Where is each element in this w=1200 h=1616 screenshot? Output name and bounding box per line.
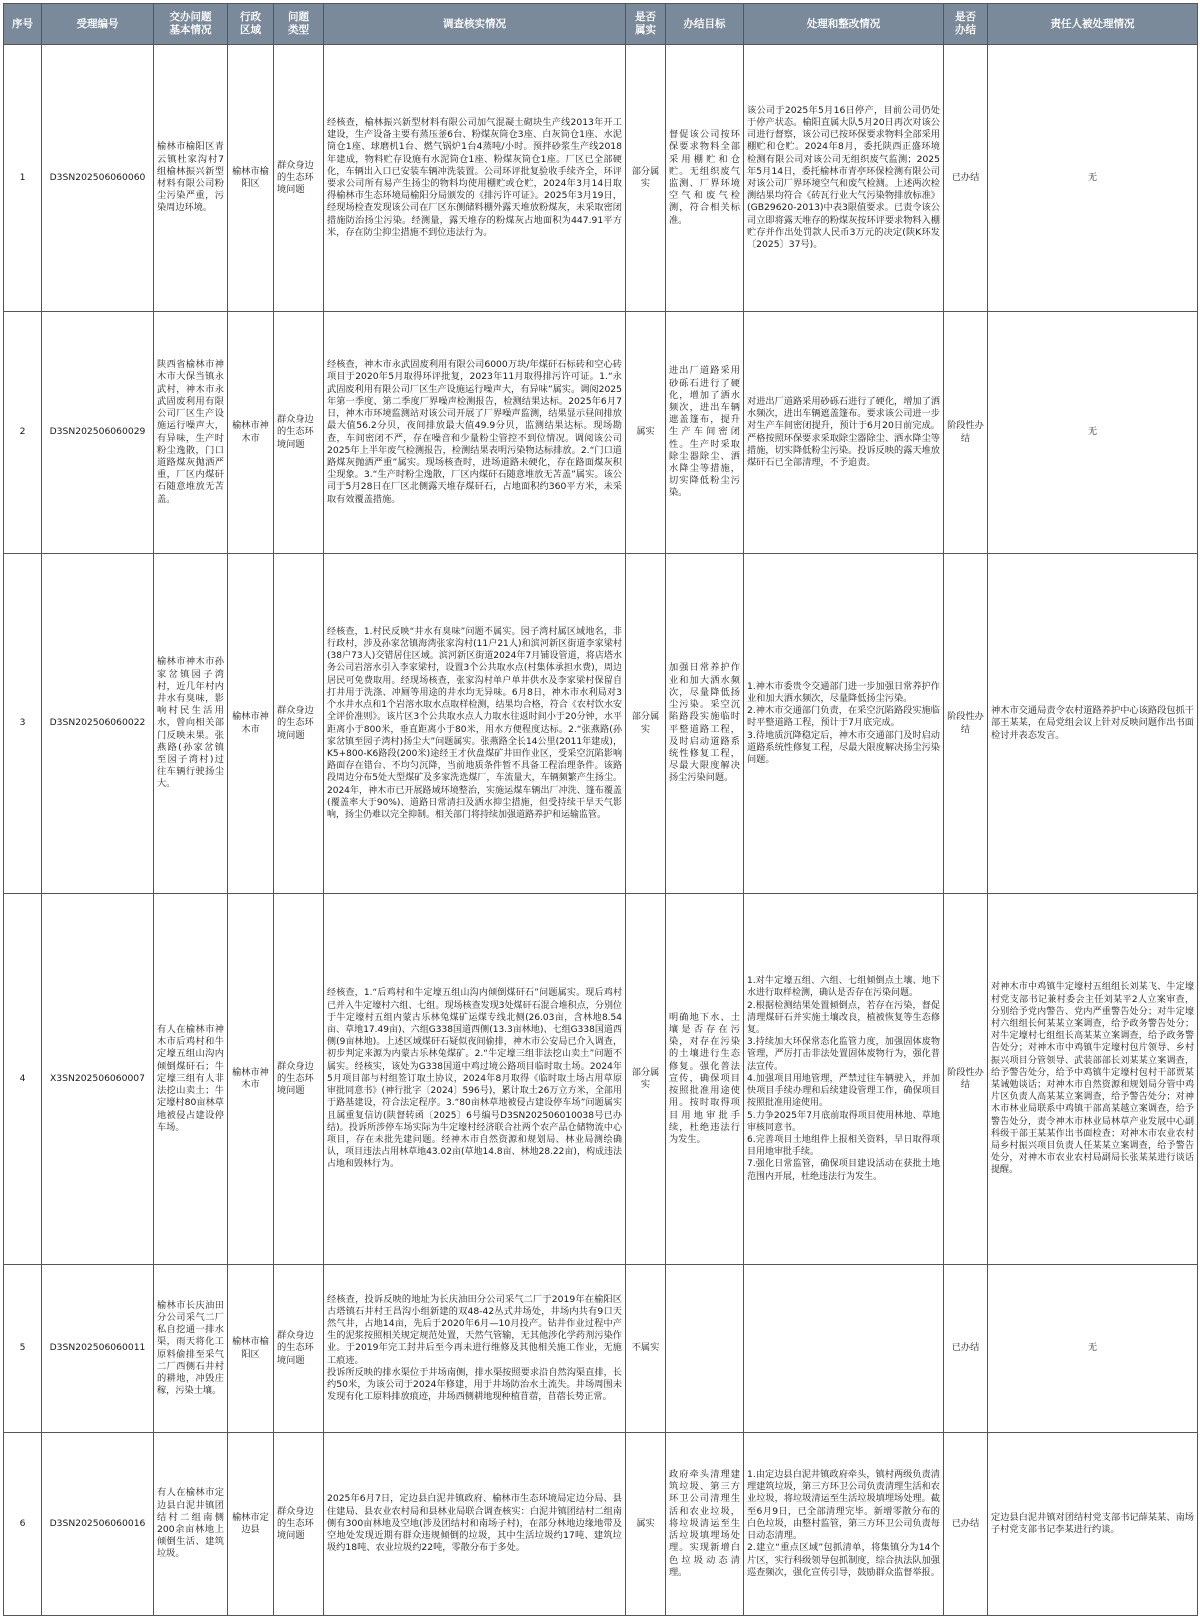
cell-type: 群众身边的生态环境问题	[274, 312, 324, 554]
cell-code: D3SN202506060011	[42, 1265, 154, 1433]
cell-issue: 有人在榆林市神木市后鸡村和牛定壕五组山沟内倾倒煤矸石；牛定壕三组有人非法挖山卖土；牛定壕村80亩林草地被侵占建设停车场。	[154, 894, 228, 1265]
cell-goal: 进出厂道路采用砂砾石进行了硬化，增加了洒水频次，进出车辆遮盖篷布，提升生产车间密闭性。生产时采取除尘器除尘、洒水降尘等措施，切实降低粉尘污染。	[666, 312, 744, 554]
cell-investigation: 经核查，榆林振兴新型材料有限公司加气混凝土砌块生产线2013年开工建设，生产设备主要有蒸压釜6台、粉煤灰筒仓3座、白灰筒仓1座、水泥筒仓1座、球磨机1台、燃气锅炉1台4蒸吨/小时。预拌砂浆生产线2018年建成，物料贮存设施有水泥筒仓1座、粉煤灰筒仓1座。厂区已全部硬化，车辆出入口已安装车辆冲洗装置。公司环评批复验收手续齐全，环评要求公司所有易产生扬尘的物料均使用棚贮或仓贮，2024年3月14日取得榆林市生态环境局榆阳分局颁发的《排污许可证》。2025年3月19日，经现场检查发现该公司在厂区东侧储料棚外露天堆放粉煤灰，未采取密闭措施防治扬尘污染。经测量，露天堆存的粉煤灰占地面积为447.91平方米，存在防尘抑尘措施不到位违法行为。	[324, 45, 626, 312]
header-verified: 是否 属实	[626, 4, 666, 45]
header-issue: 交办问题 基本情况	[154, 4, 228, 45]
header-type: 问题 类型	[274, 4, 324, 45]
cell-accountability: 对神木市中鸡镇牛定壕村五组组长刘某飞、牛定壕村党支部书记兼村委会主任刘某平2人立案审查，分别给予党内警告、党内严重警告处分；对牛定壕村六组组长何某某立案调查，给予政务警告处分；对牛定壕村七组组长高某某立案调查，给予政务警告处分；对神木市中鸡镇牛定壕村包片领导、乡村振兴项目分管领导、武装部部长刘某某立案调查，给予警告处分，给予中鸡镇牛定壕村包村干部贾某某诫勉谈话；对神木市自然资源和规划局分管中鸡片区负责人高某某立案调查，给予警告处分；对神木市林业局联系中鸡镇干部高某越立案调查，给予警告处分，责令神木市林业局林草产业发展中心副科级干部王某某作出书面检查；对神木市农业农村局乡村振兴项目负责人任某某立案调查，给予警告处分，对神木市农业农村局副局长张某某进行谈话提醒。	[988, 894, 1198, 1265]
cell-investigation: 经核查，神木市永武固废利用有限公司6000万块/年煤矸石标砖和空心砖项目于2020年5月取得环评批复，2023年11月取得排污许可证。1.“永武固废利用有限公司厂区生产设施运行噪声大，有异味”属实。调阅2025年第一季度、第二季度厂界噪声检测报告，检测结果达标。2025年6月7日，神木市环境监测站对该公司开展了厂界噪声监测，结果显示昼间排放最大值56.2分贝，夜间排放最大值49.9分贝，监测结果达标。现场勘查，车间密闭不严，存在噪音和少量粉尘管控不到位情况。调阅该公司2025年上半年废气检测报告，检测结果表明污染物达标排放。2.“门口道路煤灰抛洒严重”属实。现场核查时，进场道路未硬化，存在路面煤灰积尘现象。3.“生产时粉尘逸散，厂区内煤矸石随意堆放无苫盖”属实。该公司于5月28日在厂区北侧露天堆存煤矸石，占地面积约360平方米，未采取有效覆盖措施。	[324, 312, 626, 554]
table-row	[4, 1433, 1198, 1616]
cell-seq: 4	[4, 894, 42, 1265]
header-code: 受理编号	[42, 4, 154, 45]
report-table	[3, 3, 1198, 1616]
cell-goal	[666, 1265, 744, 1433]
cell-type: 群众身边的生态环境问题	[274, 45, 324, 312]
cell-type: 群众身边的生态环境问题	[274, 1265, 324, 1433]
cell-type: 群众身边的生态环境问题	[274, 554, 324, 894]
cell-district: 榆林市神木市	[228, 312, 274, 554]
cell-handling: 1.神木市委贵令交通部门进一步加强日常养护作业和加大洒水频次，尽量降低扬尘污染。 2.神木市交通部门负责，在采空沉陷路段实施临时平整道路工程，预计于7月底完成。 3.待地质沉降稳定后，神木市交通部门及时启动道路系统性修复工程，尽最大限度解决扬尘污染问题。	[744, 554, 944, 894]
table-row	[4, 554, 1198, 894]
cell-handling: 对进出厂道路采用砂砾石进行了硬化，增加了洒水频次，进出车辆遮盖篷布。要求该公司进一步对生产车间密闭提升，预计于6月20日前完成。严格按照环保要求采取除尘器除尘、洒水降尘等措施，切实降低粉尘污染。投诉反映的露天堆放煤矸石已全部清理，不予追责。	[744, 312, 944, 554]
header-handling: 处理和整改情况	[744, 4, 944, 45]
cell-type: 群众身边的生态环境问题	[274, 894, 324, 1265]
report-sheet	[3, 3, 1197, 1616]
cell-handling: 该公司于2025年5月16日停产，目前公司仍处于停产状态。榆阳直属大队5月20日再次对该公司进行督察，该公司已按环保要求物料全部采用棚贮和仓贮。2024年8月，委托陕西正盛环境检测有限公司对该公司无组织废气监测；2025年5月14日，委托榆林市青亭环保检测有限公司对该公司厂界环境空气和废气检测。上述两次检测结果均符合《砖瓦行业大气污染物排放标准》(GB29620-2013)中表3限值要求。已责令该公司立即将露天堆存的粉煤灰按环评要求物料入棚贮存并作出处罚款人民币3万元的决定(陕K环发〔2025〕37号)。	[744, 45, 944, 312]
cell-verified: 部分属实	[626, 45, 666, 312]
cell-accountability: 神木市交通局责令农村道路养护中心该路段包抓干部王某某，在局党组会议上针对反映问题作出书面检讨并表态发言。	[988, 554, 1198, 894]
cell-investigation: 经核查，投诉反映的地址为长庆油田分公司采气二厂于2019年在榆阳区古塔镇石井村王昌沟小组新建的双48-42丛式井场处，井场内共有9口天然气井，占地14亩，先后于2020年6月—10月投产。钻井作业过程中产生的泥浆按照相关规定规范处置，天然气管输，无其他涉化学药剂污染作业。于2019年完工封井后至今再未进行维修及其他相关施工作业，无施工痕迹。 投诉所反映的排水渠位于井场南侧，排水渠按照要求沿自然沟渠直排，长约50米，为该公司于2024年修建，用于井场防治水土流失。井场周围未发现有化工原料排放痕迹，井场西侧耕地现种植苜蓿，苜蓿长势正常。	[324, 1265, 626, 1433]
cell-closed: 阶段性办结	[944, 554, 988, 894]
cell-handling	[744, 1265, 944, 1433]
cell-seq: 6	[4, 1433, 42, 1616]
cell-closed: 已办结	[944, 1265, 988, 1433]
header-investigation: 调查核实情况	[324, 4, 626, 45]
cell-closed: 阶段性办结	[944, 894, 988, 1265]
cell-accountability: 无	[988, 1265, 1198, 1433]
cell-verified: 部分属实	[626, 554, 666, 894]
header-goal: 办结目标	[666, 4, 744, 45]
table-row	[4, 894, 1198, 1265]
header-accountability: 责任人被处理情况	[988, 4, 1198, 45]
table-row	[4, 312, 1198, 554]
cell-issue: 榆林市神木市孙家岔镇园子湾村，近几年村内井水有臭味，影响村民生活用水，曾向相关部门反映未果。张燕路(孙家岔镇至园子湾村)过往车辆行驶扬尘大。	[154, 554, 228, 894]
cell-district: 榆林市神木市	[228, 554, 274, 894]
cell-code: D3SN202506060060	[42, 45, 154, 312]
cell-verified: 属实	[626, 1433, 666, 1616]
cell-investigation: 经核查，1.村民反映“井水有臭味”问题不属实。园子湾村属区域地名，非行政村，涉及孙家岔镇海湾张家沟村(11户21人)和滨河新区街道李家梁村(38户73人)交错居住区域。滨河新区街道2024年7月铺设管道，将店塔水务公司岩溶水引入李家梁村，设置3个公共取水点(村集体承担水费)，周边居民可免费取用。经现场核查，张家沟村单户单井供水及李家梁村保留自打井用于洗涤、冲厕等用途的井水均无异味。6月8日，神木市水利局对3个水井水点和1个岩溶水取水点取样检测，结果均合格，符合《农村饮水安全评价准则》。该片区3个公共取水点人力取水往返时间小于20分钟，水平距离小于800米，垂直距离小于80米，用水方便程度达标。2.“张燕路(孙家岔镇至园子湾村)扬尘大”问题属实。张燕路全长14公里(2011年建成)，K5+800-K6路段(200米)途经王才伙盘煤矿井田作业区，受采空沉陷影响路面存在错台、不均匀沉降，当前地质条件暂不具备工程治理条件。该路段周边分布5处大型煤矿及多家洗选煤厂，车流量大，车辆频繁产生扬尘。2024年，神木市已开展路域环境整治，实施运煤车辆出厂冲洗、篷布覆盖(覆盖率大于90%)、道路日常清扫及洒水抑尘措施，但受持续干旱天气影响，扬尘仍难以完全抑制。相关部门将持续加强道路养护和运输监管。	[324, 554, 626, 894]
cell-issue: 陕西省榆林市神木市大保当镇永武村，神木市永武固废利用有限公司厂区生产设施运行噪声大，有异味，生产时粉尘逸散，门口道路煤灰抛洒严重，厂区内煤矸石随意堆放无苫盖。	[154, 312, 228, 554]
cell-closed: 已办结	[944, 45, 988, 312]
table-row	[4, 1265, 1198, 1433]
cell-accountability: 定边县白泥井镇对团结村党支部书记薛某某、南场子村党支部书记李某进行约谈。	[988, 1433, 1198, 1616]
cell-closed: 已办结	[944, 1433, 988, 1616]
cell-goal: 督促该公司按环保要求物料全部采用棚贮和仓贮。无组织废气监测、厂界环境空气和废气检测，符合相关标准。	[666, 45, 744, 312]
cell-accountability: 无	[988, 45, 1198, 312]
cell-issue: 榆林市榆阳区青云镇杜家沟村7组榆林振兴新型材料有限公司粉尘污染严重，污染周边环境。	[154, 45, 228, 312]
cell-goal: 政府牵头清理建筑垃圾、第三方环卫公司清理生活和农业垃圾，将垃圾清运至生活垃圾填埋场处理。实现新增白色垃圾动态清理。	[666, 1433, 744, 1616]
header-row	[4, 4, 1198, 45]
cell-investigation: 经核查，1.“后鸡村和牛定壕五组山沟内倾倒煤矸石”问题属实。现后鸡村已并入牛定壕村六组、七组。现场核查发现3处煤矸石混合堆积点，分别位于牛定壕村五组内蒙古乐林兔煤矿运煤专线北侧(26.03亩，含林地8.54亩、草地17.49亩)、六组G338国道西侧(13.3亩林地)、七组G338国道西侧(9亩林地)。上述区域煤矸石疑似夜间偷排，神木市公安局已介入调查，初步判定来源为内蒙古乐林兔煤矿。2.“牛定壕三组非法挖山卖土”问题不属实。经核实，该处为G338国道中鸡过境公路项目临时取土场。2024年5月项目部与村组签订取土协议，2024年8月取得《临时取土场占用草原审批同意书》(神行批字〔2024〕596号)，累计取土26万立方米，全部用于路基建设，符合法定程序。3.“80亩林草地被侵占建设停车场”问题属实且属重复信访(陕督转函〔2025〕6号编号D3SN202506010038号已办结)。投诉所涉停车场实际为牛定壕村经济联合社两个农产品仓储物流中心项目，存在未批先建问题。经神木市自然资源和规划局、林业局测绘确认，项目违法占用林草地43.02亩(草地14.8亩、林地28.22亩)，构成违法占地和毁林行为。	[324, 894, 626, 1265]
cell-goal: 加强日常养护作业和加大洒水频次，尽量降低扬尘污染。采空沉陷路段实施临时平整道路工程，及时启动道路系统性修复工程，尽最大限度解决扬尘污染问题。	[666, 554, 744, 894]
cell-seq: 5	[4, 1265, 42, 1433]
cell-goal: 明确地下水、土壤是否存在污染，对存在污染的土壤进行生态修复。强化普法宣传，确保项目按照批准用途使用。按时取得项目用地审批手续，杜绝违法行为发生。	[666, 894, 744, 1265]
cell-code: X3SN202506060007	[42, 894, 154, 1265]
cell-verified: 不属实	[626, 1265, 666, 1433]
cell-district: 榆林市定边县	[228, 1433, 274, 1616]
cell-handling: 1.由定边县白泥井镇政府牵头，镇村两级负责清理建筑垃圾，第三方环卫公司负责清理生活和农业垃圾，将垃圾清运至生活垃圾填埋场处理。截至6月9日，已全部清理完毕。新增零散分布的白色垃圾，由整村监管，第三方环卫公司负责每日动态清理。 2.建立“重点区域”包抓清单，将集镇分为14个片区，实行科级领导包抓制度，综合执法队加强巡查频次，强化宣传引导，鼓励群众监督举报。	[744, 1433, 944, 1616]
cell-district: 榆林市榆阳区	[228, 45, 274, 312]
cell-issue: 有人在榆林市定边县白泥井镇团结村二组南侧200余亩林地上倾倒生活、建筑垃圾。	[154, 1433, 228, 1616]
header-district: 行政 区域	[228, 4, 274, 45]
cell-seq: 3	[4, 554, 42, 894]
cell-accountability: 无	[988, 312, 1198, 554]
header-closed: 是否 办结	[944, 4, 988, 45]
cell-investigation: 2025年6月7日，定边县白泥井镇政府、榆林市生态环境局定边分局、县住建局、县农业农村局和县林业局联合调查核实：白泥井镇团结村二组南侧有300亩林地及空地(涉及团结村和南场子村)，在部分林地边缘地带及空地处发现近期有群众违规倾倒的垃圾，其中生活垃圾约17吨、建筑垃圾约18吨、农业垃圾约22吨，零散分布于多处。	[324, 1433, 626, 1616]
cell-code: D3SN202506060016	[42, 1433, 154, 1616]
cell-handling: 1.对牛定壕五组、六组、七组倾倒点土壤、地下水进行取样检测，确认是否存在污染问题。 2.根据检测结果处置倾倒点，若存在污染，督促清理煤矸石并实施土壤改良，植被恢复等生态修复。 3.持续加大环保常态化监管力度，加强固体废物管理，严厉打击非法处置固体废物行为，强化普法宣传。 4.加强项目用地管理，严禁过往车辆驶入，并加快项目手续办理和后续建设管理工作，确保项目按照批准用途使用。 5.力争2025年7月底前取得项目使用林地、草地审核同意书。 6.完善项目土地组件上报相关资料，早日取得项目用地审批手续。 7.强化日常监管，确保项目建设活动在获批土地范围内开展，杜绝违法行为发生。	[744, 894, 944, 1265]
cell-seq: 1	[4, 45, 42, 312]
cell-type: 群众身边的生态环境问题	[274, 1433, 324, 1616]
cell-district: 榆林市榆阳区	[228, 1265, 274, 1433]
cell-seq: 2	[4, 312, 42, 554]
table-row	[4, 45, 1198, 312]
cell-issue: 榆林市长庆油田分公司采气二厂私自挖通一排水渠，雨天将化工原料偷排至采气二厂西侧石井村的耕地，冲毁庄稼，污染土壤。	[154, 1265, 228, 1433]
cell-closed: 阶段性办结	[944, 312, 988, 554]
header-seq: 序号	[4, 4, 42, 45]
cell-verified: 部分属实	[626, 894, 666, 1265]
cell-district: 榆林市神木市	[228, 894, 274, 1265]
cell-code: D3SN202506060022	[42, 554, 154, 894]
cell-verified: 属实	[626, 312, 666, 554]
cell-code: D3SN202506060029	[42, 312, 154, 554]
